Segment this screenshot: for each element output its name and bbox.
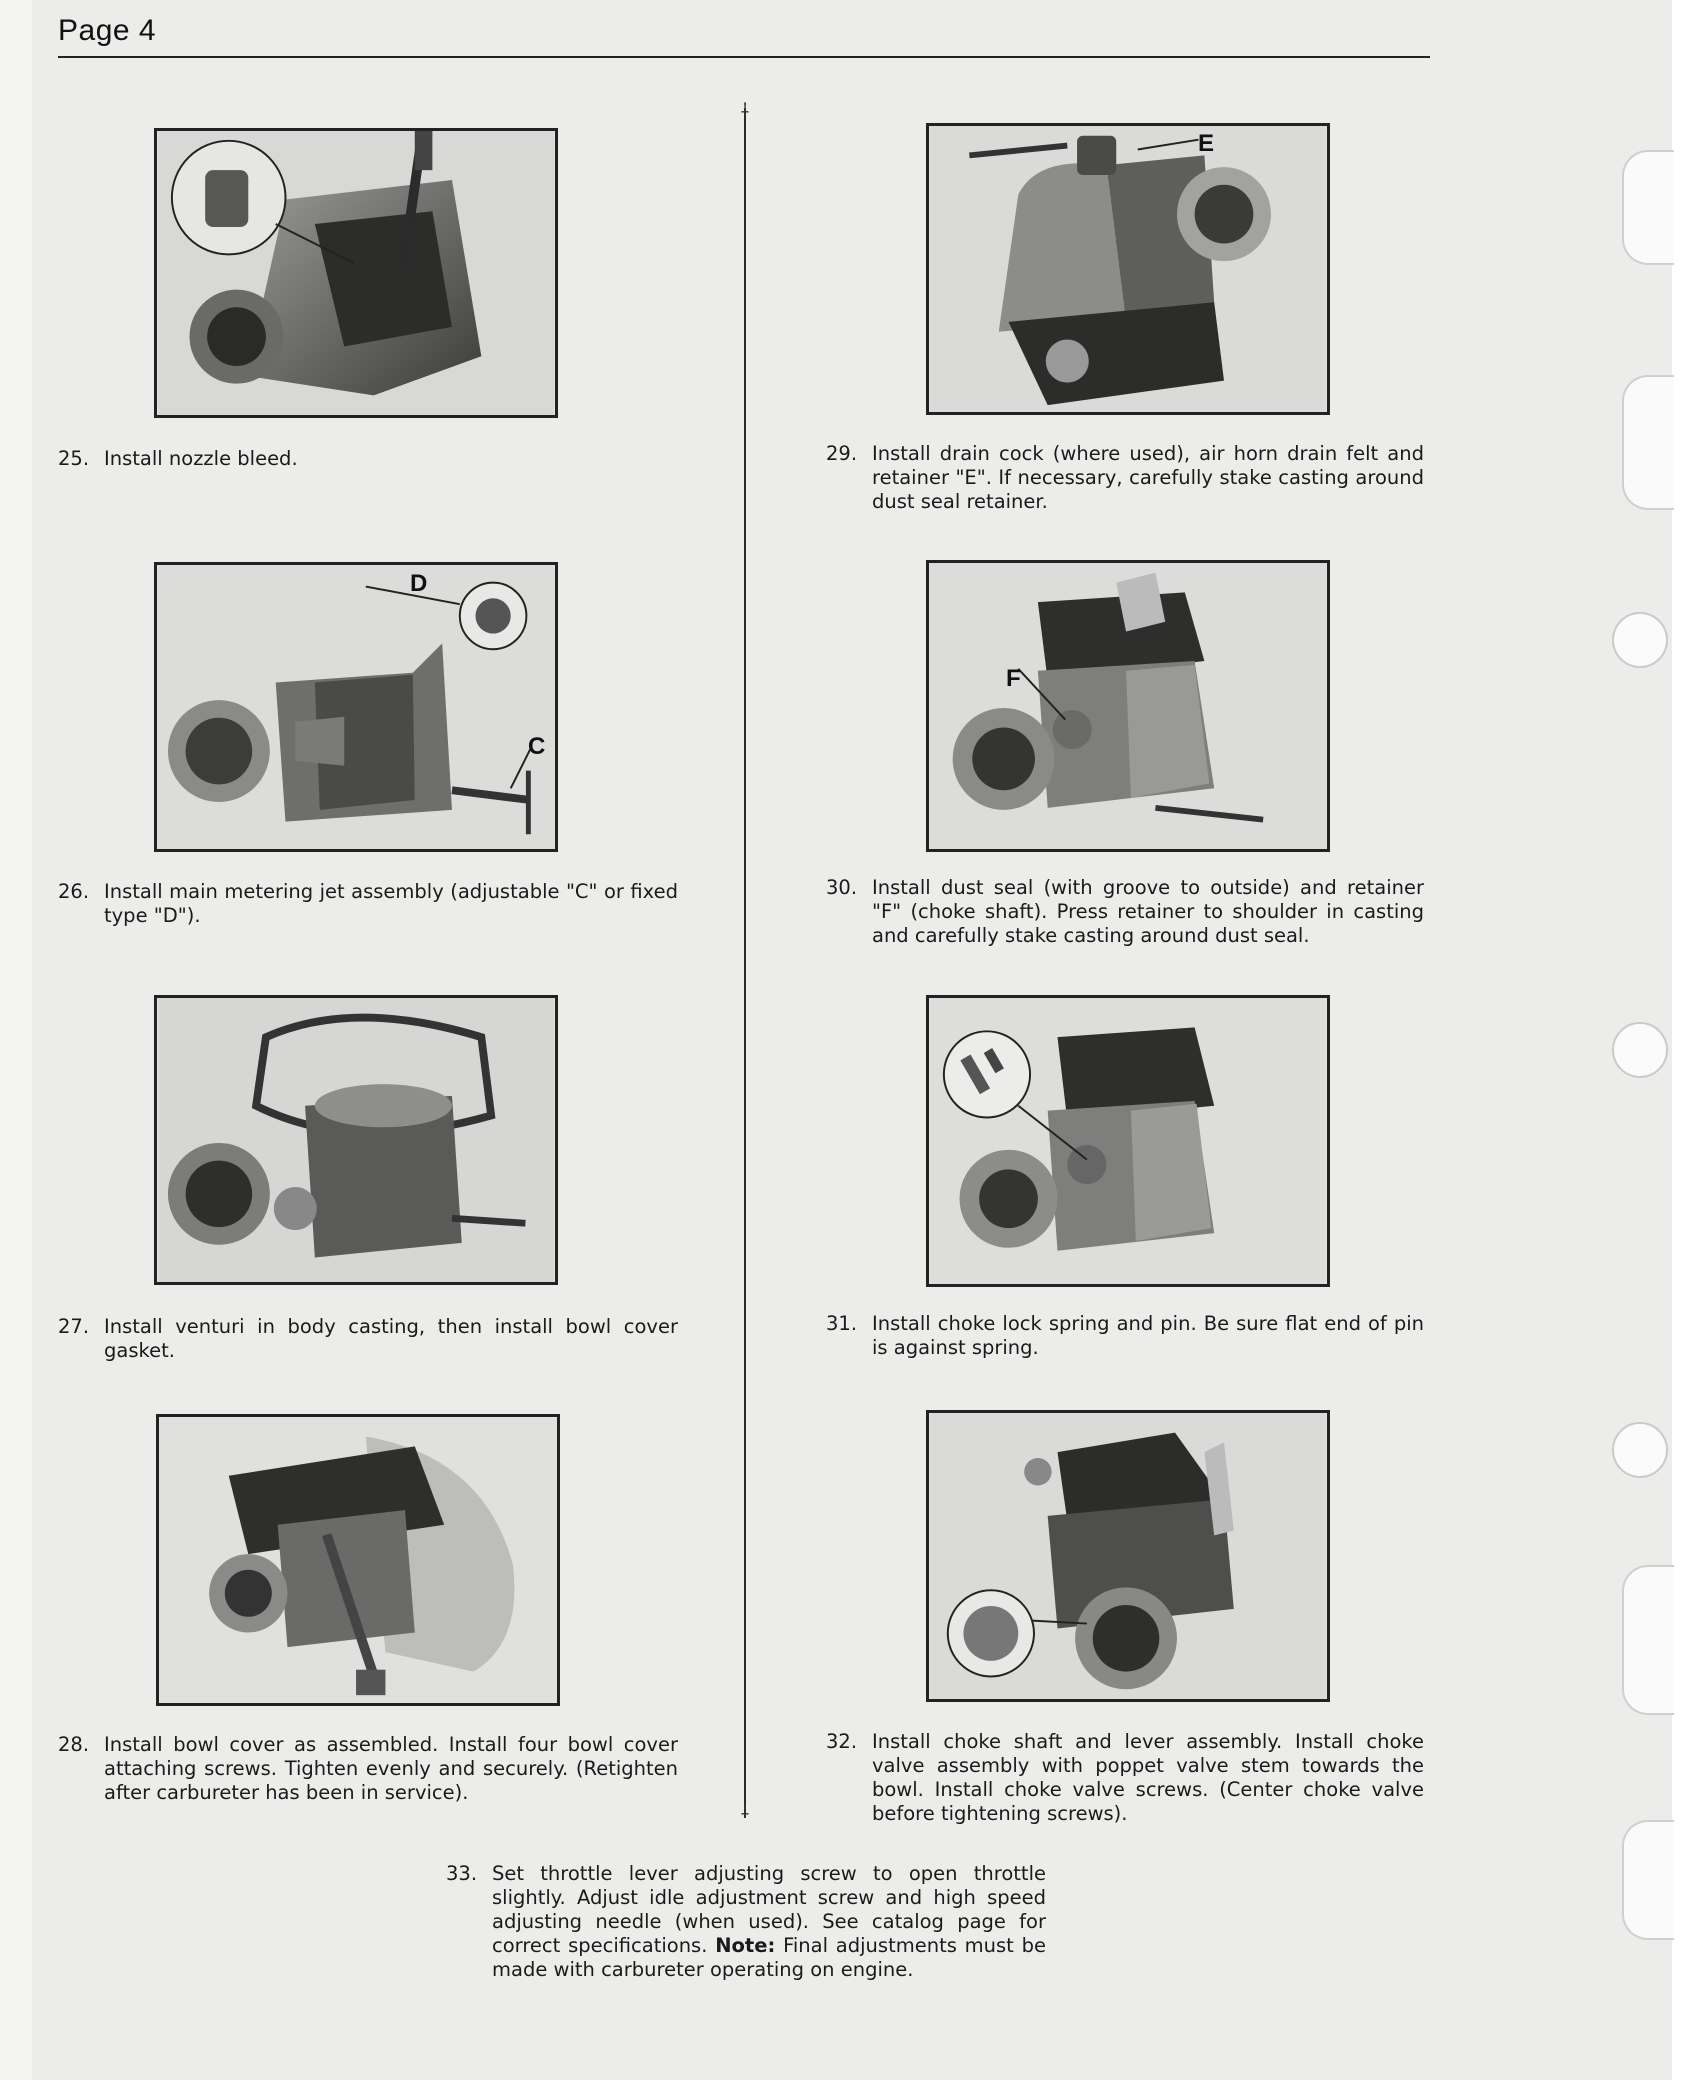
step-number: 32. [826, 1730, 858, 1753]
step-text: Install bowl cover as assembled. Install four bowl cover attaching screws. Tighten evenly and securely. (Retighten after carbureter has been in service). [104, 1733, 678, 1804]
photo-step-28 [156, 1414, 560, 1706]
step-25-caption [58, 447, 678, 471]
page-edge [1672, 0, 1700, 2080]
callout-d: D [410, 570, 428, 597]
step-30-caption [826, 876, 1424, 948]
step-number: 26. [58, 880, 90, 903]
step-31-caption [826, 1312, 1424, 1360]
step-text [492, 1862, 1046, 1982]
step-text: Install drain cock (where used), air horn drain felt and retainer "E". If necessary, carefully stake casting around dust seal retainer. [872, 442, 1424, 513]
step-33-caption [446, 1862, 1046, 1982]
step-28-caption [58, 1733, 678, 1805]
photo-step-32 [926, 1410, 1330, 1702]
photo-step-27 [154, 995, 558, 1285]
step-number: 29. [826, 442, 858, 465]
divider-top-mark: ⸸ [740, 100, 750, 120]
note-label: Note: [715, 1934, 776, 1957]
step-number: 25. [58, 447, 90, 470]
header-rule [58, 56, 1430, 58]
step-32-caption [826, 1730, 1424, 1826]
callout-e: E [1198, 130, 1215, 157]
step-text: Install dust seal (with groove to outside) and retainer "F" (choke shaft). Press retainer to shoulder in casting and carefully stake casting around dust seal. [872, 876, 1424, 947]
step-number: 31. [826, 1312, 858, 1335]
step-text-after-note: Final adjustments must be made with carbureter operating on engine. [492, 1934, 1046, 1981]
step-number: 28. [58, 1733, 90, 1756]
photo-step-31 [926, 995, 1330, 1287]
step-text: Install choke lock spring and pin. Be sure flat end of pin is against spring. [872, 1312, 1424, 1359]
step-number: 33. [446, 1862, 478, 1885]
step-text: Install main metering jet assembly (adjustable "C" or fixed type "D"). [104, 880, 678, 927]
step-text-before-note: Set throttle lever adjusting screw to open throttle slightly. Adjust idle adjustment screw and high speed adjusting needle (when used). See catalog page for correct specifications. [492, 1862, 1046, 1957]
step-text: Install choke shaft and lever assembly. Install choke valve assembly with poppet valve stem towards the bowl. Install choke valve screws. (Center choke valve before tightening screws). [872, 1730, 1424, 1825]
binder-tab [1622, 1565, 1674, 1715]
binder-tab [1622, 1820, 1674, 1940]
binder-tab [1622, 150, 1674, 265]
photo-step-26 [154, 562, 558, 852]
step-text: Install nozzle bleed. [104, 447, 298, 470]
photo-step-25 [154, 128, 558, 418]
divider-bottom-mark: ⸸ [740, 1802, 750, 1822]
callout-f: F [1006, 665, 1021, 692]
callout-c: C [528, 733, 546, 760]
step-number: 27. [58, 1315, 90, 1338]
step-26-caption [58, 880, 678, 928]
punch-hole [1612, 612, 1668, 668]
step-29-caption [826, 442, 1424, 514]
photo-step-29 [926, 123, 1330, 415]
step-27-caption [58, 1315, 678, 1363]
column-divider [744, 108, 746, 1818]
step-number: 30. [826, 876, 858, 899]
page-number: Page 4 [58, 14, 157, 47]
step-text: Install venturi in body casting, then install bowl cover gasket. [104, 1315, 678, 1362]
photo-step-30 [926, 560, 1330, 852]
punch-hole [1612, 1022, 1668, 1078]
punch-hole [1612, 1422, 1668, 1478]
binder-tab [1622, 375, 1674, 510]
